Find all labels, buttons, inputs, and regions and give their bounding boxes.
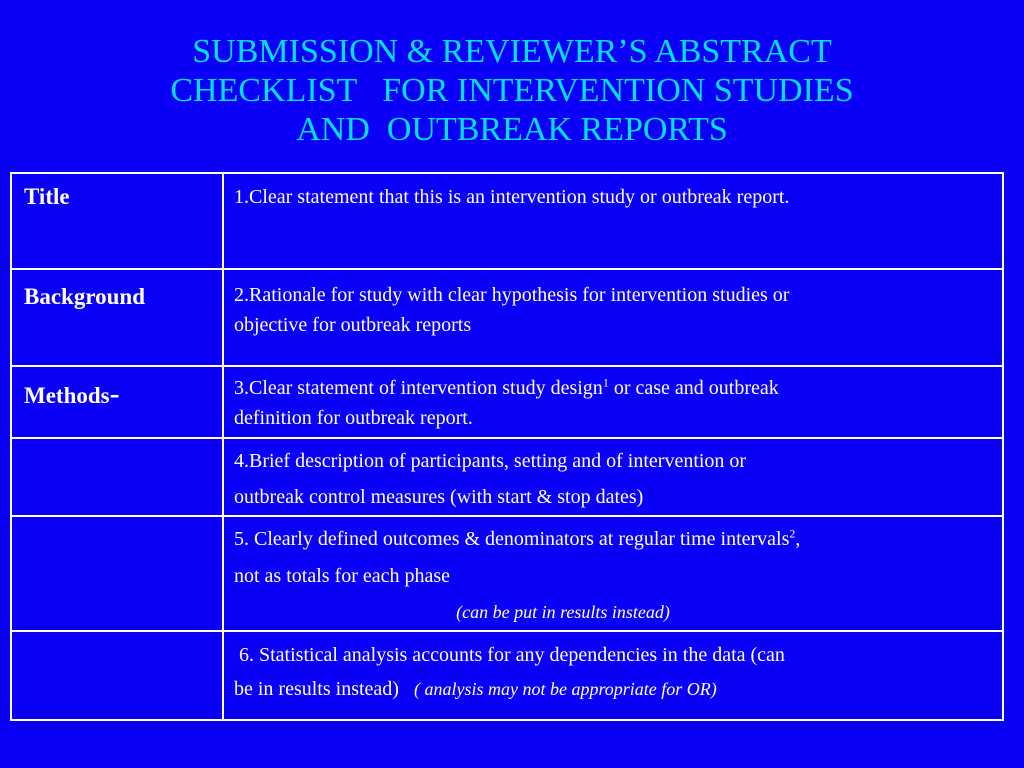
row-label-dash: - xyxy=(109,377,120,410)
row-description-line-1: 6. Statistical analysis accounts for any dependencies in the data (can xyxy=(234,644,785,666)
row-label xyxy=(11,366,223,438)
footnote-marker: 1 xyxy=(602,375,609,390)
slide-title xyxy=(0,32,1024,149)
table-row xyxy=(11,516,1003,631)
row-description-line-2: objective for outbreak reports xyxy=(234,314,472,336)
row-label xyxy=(11,631,223,720)
row-description-text-cont: , xyxy=(795,528,801,550)
row-description xyxy=(223,516,1003,631)
row-description-text-cont: or case and outbreak xyxy=(608,377,779,399)
row-description xyxy=(223,438,1003,516)
table-row xyxy=(11,631,1003,720)
slide-title-line-2: CHECKLIST FOR INTERVENTION STUDIES xyxy=(170,72,854,109)
table-row xyxy=(11,269,1003,366)
row-description xyxy=(223,269,1003,366)
row-description-line-1: 4.Brief description of participants, setting and of intervention or xyxy=(234,450,747,472)
row-description-text: 5. Clearly defined outcomes & denominators at regular time intervals xyxy=(234,528,790,550)
row-label xyxy=(11,516,223,631)
row-description-text: 3.Clear statement of intervention study design xyxy=(234,377,603,399)
footnote-marker: 2 xyxy=(789,526,796,541)
checklist-table xyxy=(10,172,1004,721)
row-label-text: Methods xyxy=(24,383,110,408)
row-description-line-2: not as totals for each phase xyxy=(234,565,451,587)
slide-title-line-3: AND OUTBREAK REPORTS xyxy=(296,111,728,148)
table-row xyxy=(11,173,1003,269)
row-description xyxy=(223,631,1003,720)
row-description: 1.Clear statement that this is an intervention study or outbreak report. xyxy=(223,173,1003,269)
slide-title-line-1: SUBMISSION & REVIEWER’S ABSTRACT xyxy=(192,33,832,70)
row-note: (can be put in results instead) xyxy=(456,602,670,622)
table-row xyxy=(11,366,1003,438)
row-description-line-2: be in results instead) xyxy=(234,678,399,700)
row-label: Title xyxy=(11,173,223,269)
row-description-line-1: 2.Rationale for study with clear hypothesis for intervention studies or xyxy=(234,284,790,306)
row-description xyxy=(223,366,1003,438)
row-label xyxy=(11,438,223,516)
table-row xyxy=(11,438,1003,516)
row-note: ( analysis may not be appropriate for OR) xyxy=(413,679,717,699)
row-label: Background xyxy=(11,269,223,366)
row-description-line-2: definition for outbreak report. xyxy=(234,407,473,429)
row-description-line-2: outbreak control measures (with start & stop dates) xyxy=(234,486,644,508)
